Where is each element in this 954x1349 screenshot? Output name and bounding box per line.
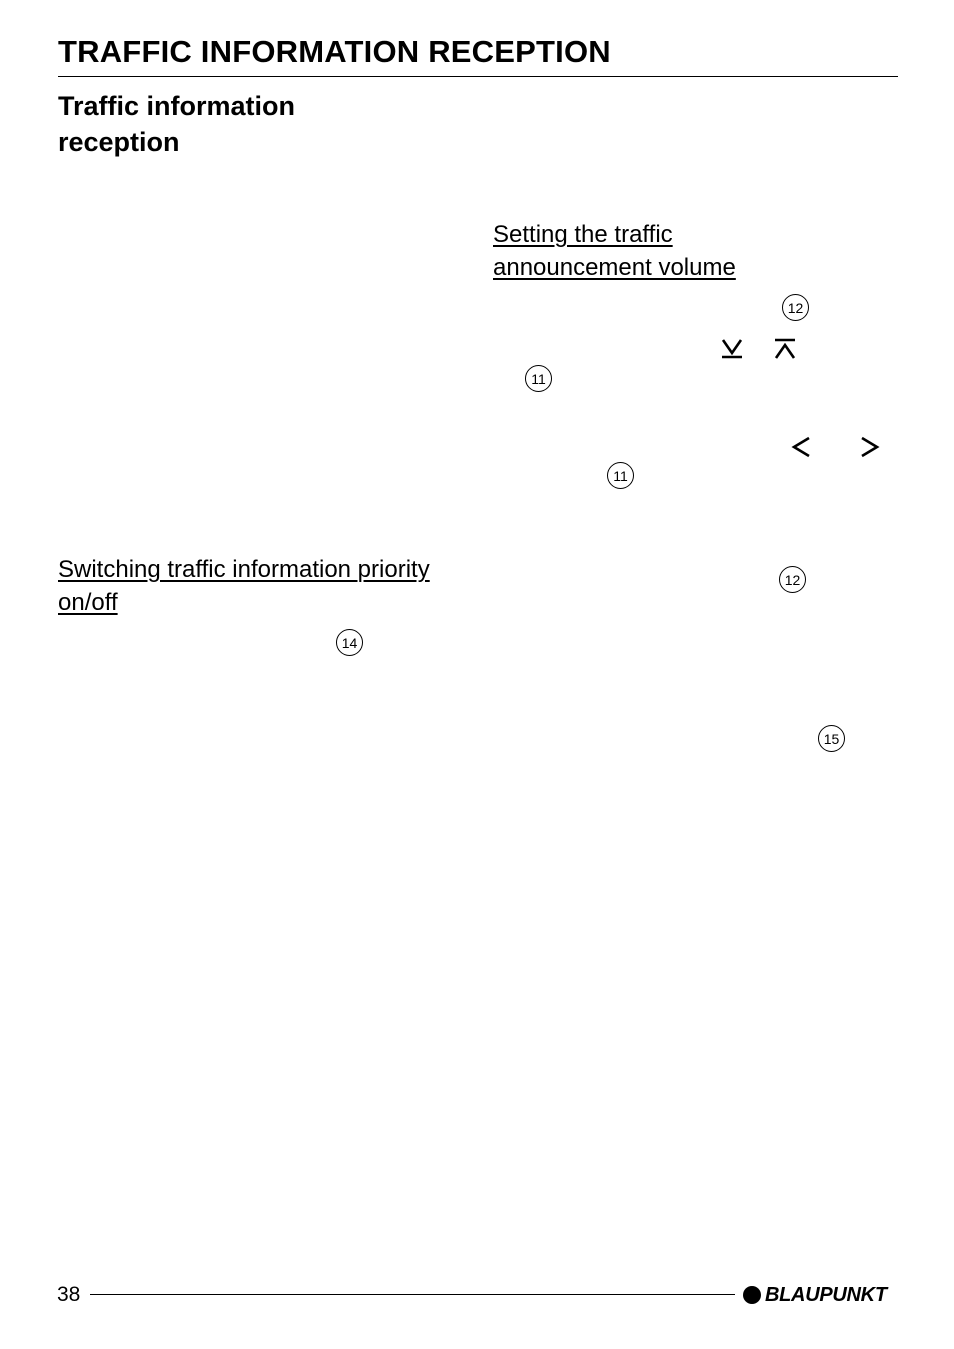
footer-divider bbox=[90, 1294, 735, 1295]
key-marker-12: 12 bbox=[782, 294, 809, 321]
brand-name: BLAUPUNKT bbox=[765, 1283, 887, 1306]
key-marker-14: 14 bbox=[336, 629, 363, 656]
brand-logo bbox=[743, 1282, 901, 1308]
subheading-announcement-volume: Setting the traffic announcement volume bbox=[493, 221, 736, 281]
key-marker-11: 11 bbox=[525, 365, 552, 392]
page-title: TRAFFIC INFORMATION RECEPTION bbox=[58, 34, 611, 69]
key-marker-12: 12 bbox=[779, 566, 806, 593]
subheading-priority: Switching traffic information priority on/off bbox=[58, 556, 430, 616]
chevron-right-icon bbox=[856, 434, 882, 460]
arrow-up-bar-icon bbox=[772, 336, 798, 362]
key-marker-15: 15 bbox=[818, 725, 845, 752]
page-number: 38 bbox=[57, 1283, 81, 1306]
arrow-down-bar-icon bbox=[719, 336, 745, 362]
title-divider bbox=[58, 76, 898, 77]
logo-dot-icon bbox=[743, 1286, 761, 1304]
chevron-left-icon bbox=[789, 434, 815, 460]
key-marker-11: 11 bbox=[607, 462, 634, 489]
section-title: Traffic information reception bbox=[58, 91, 296, 157]
